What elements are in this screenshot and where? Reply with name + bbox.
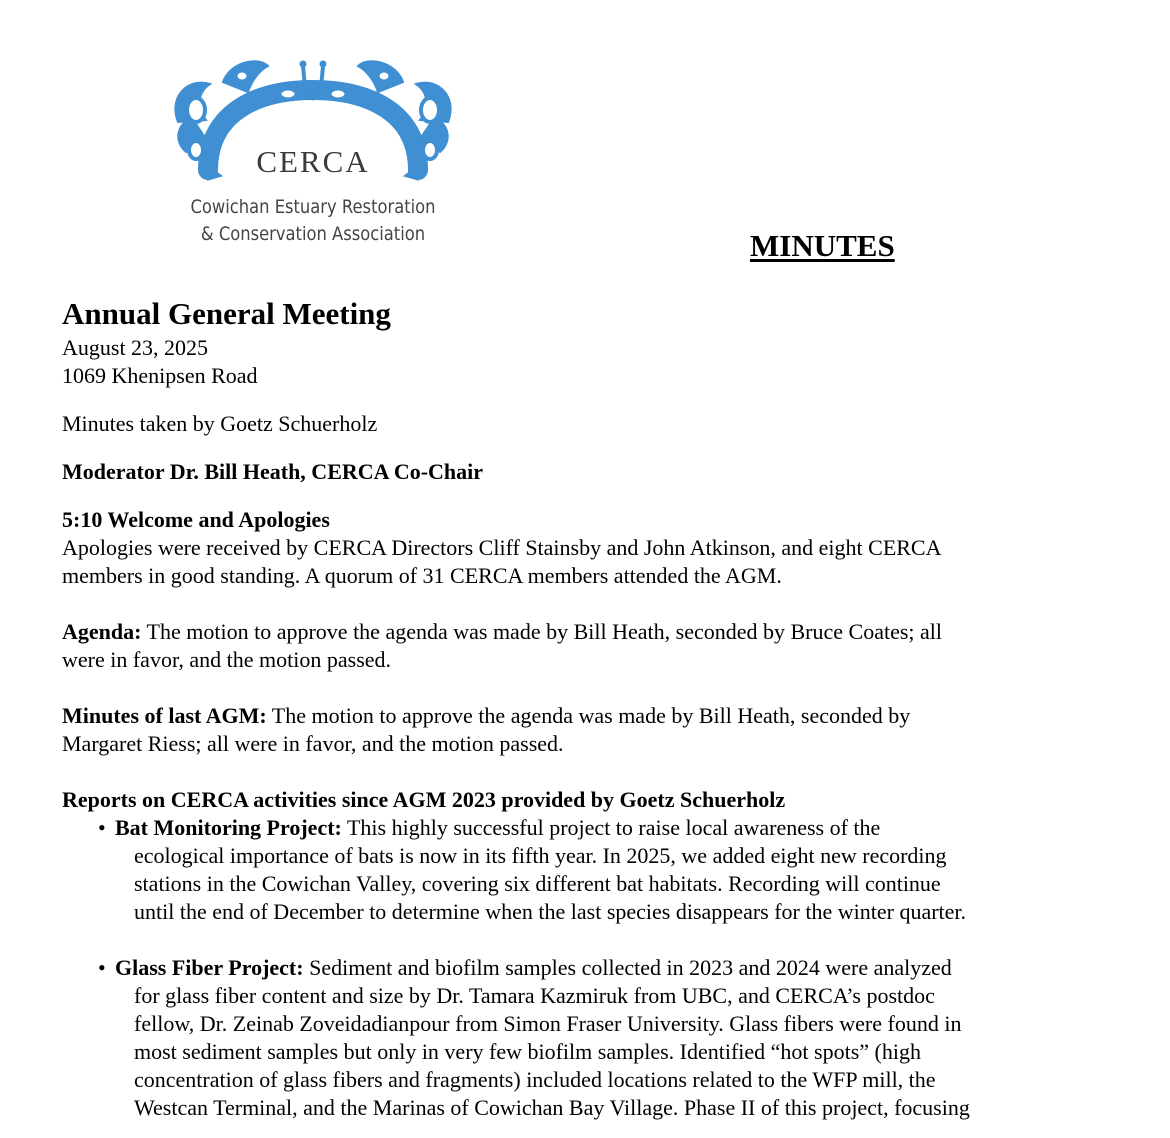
list-item (62, 954, 1062, 1122)
bullet-title: Bat Monitoring Project: (115, 815, 342, 840)
welcome-text-line: members in good standing. A quorum of 31 CERCA members attended the AGM. (62, 563, 782, 588)
bullet-text-line: until the end of December to determine when the last species disappears for the winter quarter. (134, 899, 967, 924)
bullet-first-line (115, 954, 1062, 982)
bullet-icon: • (98, 955, 106, 980)
last-agm-paragraph (62, 702, 1062, 730)
welcome-text-line: Apologies were received by CERCA Directors Cliff Stainsby and John Atkinson, and eight CERCA (62, 535, 942, 560)
meeting-date: August 23, 2025 (62, 335, 209, 360)
bullet-icon: • (98, 815, 106, 840)
last-agm-text: The motion to approve the agenda was made by Bill Heath, seconded by (266, 703, 911, 728)
logo-org-line: & Conservation Association (200, 223, 426, 245)
meeting-title: Annual General Meeting (62, 296, 391, 331)
logo-organization-name (188, 194, 437, 248)
bullet-text-line: for glass fiber content and size by Dr. Tamara Kazmiruk from UBC, and CERCA’s postdoc (134, 983, 935, 1008)
bullet-text-line: fellow, Dr. Zeinab Zoveidadianpour from Simon Fraser University. Glass fibers were found in (134, 1011, 962, 1036)
meeting-address: 1069 Khenipsen Road (62, 363, 258, 388)
cerca-logo (168, 52, 458, 252)
logo-acronym: CERCA (256, 144, 370, 179)
last-agm-text-line: Margaret Riess; all were in favor, and the motion passed. (62, 731, 564, 756)
agenda-paragraph (62, 618, 1062, 646)
bullet-text-line: ecological importance of bats is now in its fifth year. In 2025, we added eight new recording (134, 843, 947, 868)
reports-list (62, 814, 1062, 1122)
bullet-text-line: concentration of glass fibers and fragments) included locations related to the WFP mill, the (134, 1067, 936, 1092)
bullet-title: Glass Fiber Project: (115, 955, 304, 980)
agenda-text-line: were in favor, and the motion passed. (62, 647, 392, 672)
bullet-text-line: stations in the Cowichan Valley, covering six different bat habitats. Recording will continue (134, 871, 941, 896)
logo-org-line: Cowichan Estuary Restoration (190, 196, 436, 218)
bullet-text: This highly successful project to raise local awareness of the (341, 815, 881, 840)
bullet-text: Sediment and biofilm samples collected in 2023 and 2024 were analyzed (303, 955, 952, 980)
minutes-taker: Minutes taken by Goetz Schuerholz (62, 411, 378, 436)
reports-heading: Reports on CERCA activities since AGM 2023 provided by Goetz Schuerholz (62, 787, 786, 812)
bullet-text-line: Westcan Terminal, and the Marinas of Cowichan Bay Village. Phase II of this project, focusing (134, 1095, 970, 1120)
agenda-label: Agenda: (62, 619, 142, 644)
document-heading: MINUTES (750, 228, 895, 263)
welcome-heading: 5:10 Welcome and Apologies (62, 507, 330, 532)
moderator: Moderator Dr. Bill Heath, CERCA Co-Chair (62, 459, 484, 484)
bullet-text-line: most sediment samples but only in very few biofilm samples. Identified “hot spots” (high (134, 1039, 921, 1064)
bullet-first-line (115, 814, 1062, 842)
agenda-text: The motion to approve the agenda was made by Bill Heath, seconded by Bruce Coates; all (141, 619, 942, 644)
list-item (62, 814, 1062, 926)
document-body (62, 294, 1062, 1122)
last-agm-label: Minutes of last AGM: (62, 703, 267, 728)
